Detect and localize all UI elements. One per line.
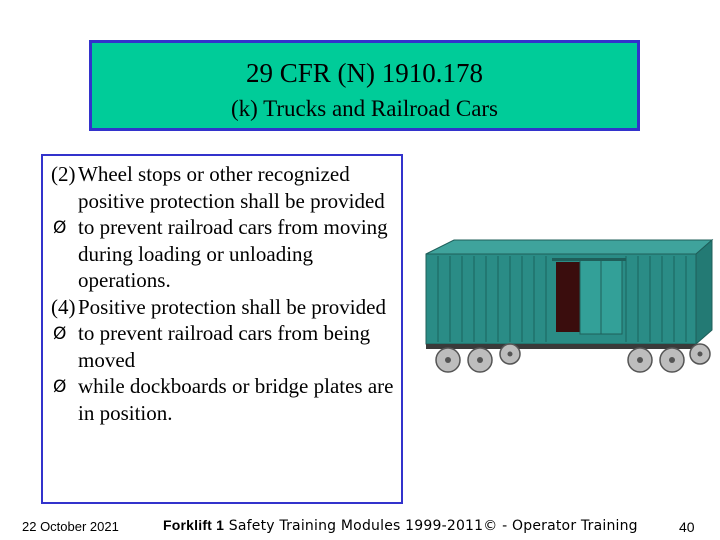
title-box [89,40,640,131]
list-item [51,214,396,294]
arrow-bullet-icon: Ø [53,324,67,344]
page-number: 40 [679,519,695,535]
item-text: to prevent railroad cars from moving during loading or unloading operations. [78,215,388,292]
arrow-bullet-icon: Ø [53,218,67,238]
item-text: while dockboards or bridge plates are in position. [78,374,394,425]
list-item [51,373,396,426]
footer-date: 22 October 2021 [22,519,119,534]
item-number: (2) [51,162,76,186]
footer-credit-text: Safety Training Modules 1999-2011© - Operator Training [224,518,638,534]
railroad-boxcar-icon [418,232,720,380]
item-text: Positive protection shall be provided [78,294,386,319]
list-item [51,161,396,214]
brand-name: Forklift 1 [163,517,225,533]
item-number: (4) [51,294,76,319]
content-list [51,161,396,426]
content-box [41,154,403,504]
list-item [51,320,396,373]
item-text: Wheel stops or other recognized positive protection shall be provided [78,162,385,213]
item-text: to prevent railroad cars from being moved [78,321,371,372]
slide-title: 29 CFR (N) 1910.178 [245,58,483,88]
list-item [51,294,396,321]
footer-credit [163,517,638,534]
slide-subtitle: (k) Trucks and Railroad Cars [230,96,499,121]
arrow-bullet-icon: Ø [53,377,67,397]
